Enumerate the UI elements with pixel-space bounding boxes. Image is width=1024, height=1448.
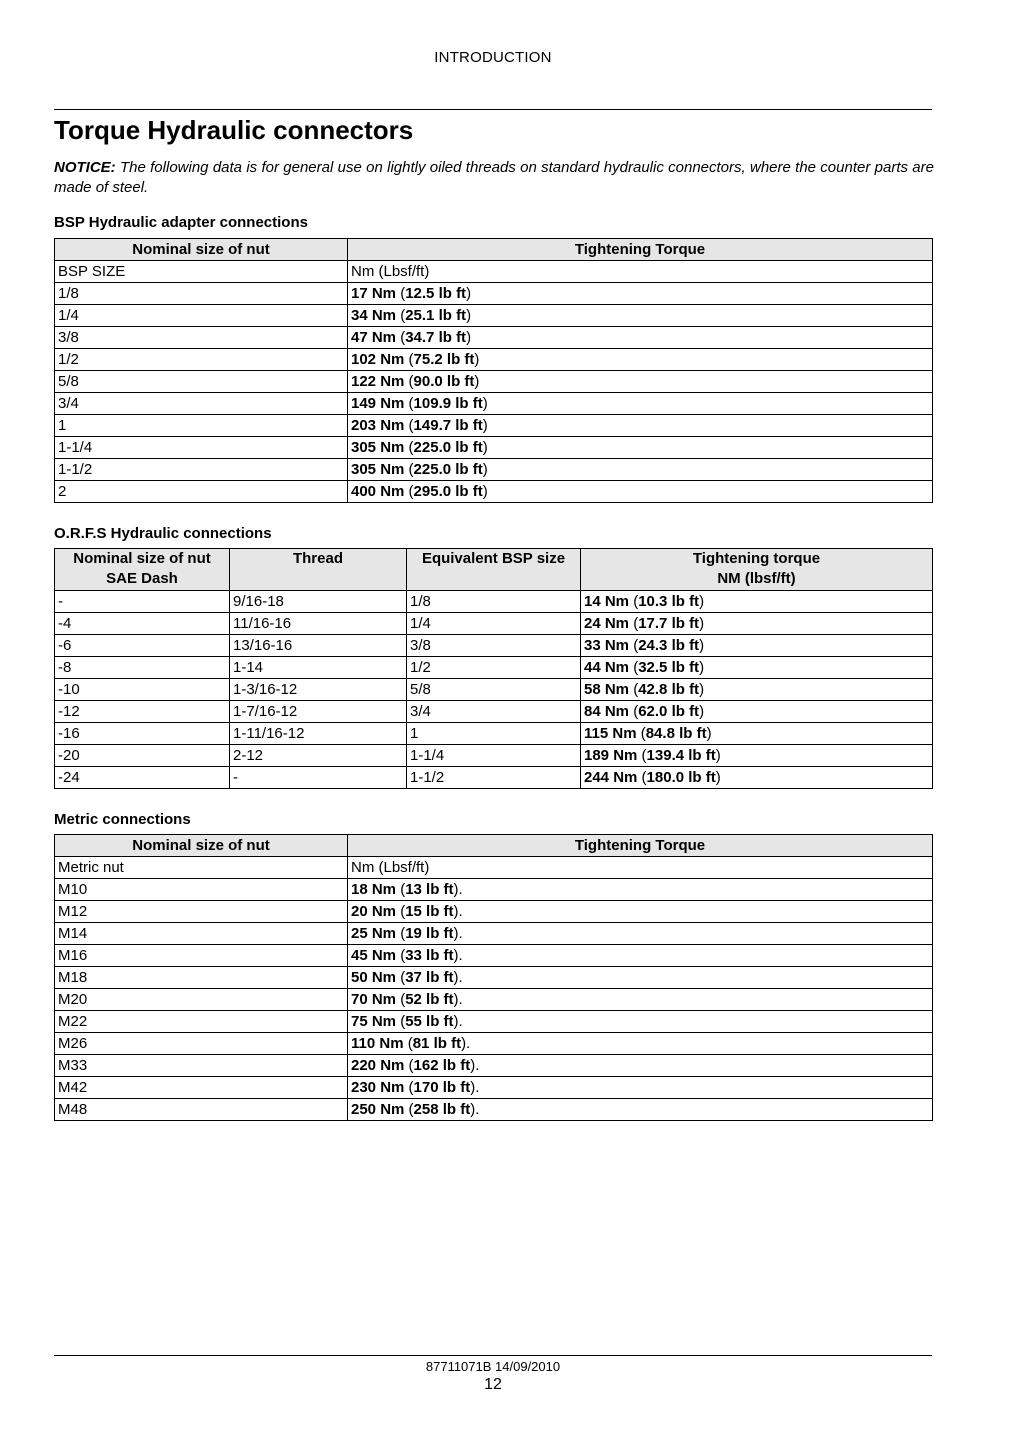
nut-size-cell: M12 [55,901,348,923]
torque-lbft: 10.3 lb ft [638,592,700,610]
bsp-size-cell: 1-1/2 [407,767,581,789]
nut-size-cell: M48 [55,1099,348,1121]
torque-lbft: 81 lb ft [412,1034,462,1052]
nut-size-cell: M14 [55,923,348,945]
nut-size-cell: 3/8 [55,327,348,349]
table-row [55,415,933,437]
torque-nm: 244 Nm [584,768,638,786]
torque-cell: 220 Nm (162 lb ft). [348,1055,933,1077]
torque-cell: 58 Nm (42.8 lb ft) [581,679,933,701]
torque-units: Nm (Lbsf/ft) [351,262,430,280]
notice [54,158,934,198]
torque-lbft: 55 lb ft [405,1012,454,1030]
orfs-col-torque-line1: Tightening torque [692,550,821,567]
torque-lbft: 12.5 lb ft [405,284,467,302]
torque-nm: 44 Nm [584,658,630,676]
table-row [55,437,933,459]
torque-nm: 33 Nm [584,636,630,654]
table-row [55,613,933,635]
bsp-col-size: Nominal size of nut [55,239,348,261]
nut-size-cell: 1/4 [55,305,348,327]
table-row [55,481,933,503]
torque-cell: 25 Nm (19 lb ft). [348,923,933,945]
metric-table [54,834,933,1121]
torque-lbft: 109.9 lb ft [413,394,483,412]
metric-table-body [55,857,933,1121]
torque-lbft: 84.8 lb ft [645,724,707,742]
table-row [55,767,933,789]
table-row [55,305,933,327]
torque-nm: 102 Nm [351,350,405,368]
torque-cell: 102 Nm (75.2 lb ft) [348,349,933,371]
torque-cell: 400 Nm (295.0 lb ft) [348,481,933,503]
torque-cell: 33 Nm (24.3 lb ft) [581,635,933,657]
thread-cell: 9/16-18 [230,591,407,613]
torque-lbft: 42.8 lb ft [638,680,700,698]
torque-nm: 230 Nm [351,1078,405,1096]
running-header: INTRODUCTION [434,49,552,66]
torque-lbft: 170 lb ft [413,1078,471,1096]
torque-lbft: 19 lb ft [405,924,454,942]
torque-cell: 20 Nm (15 lb ft). [348,901,933,923]
metric-col-size: Nominal size of nut [55,835,348,857]
torque-lbft: 225.0 lb ft [413,460,483,478]
table-row [55,459,933,481]
table-row [55,657,933,679]
torque-lbft: 33 lb ft [405,946,454,964]
metric-header-row [55,835,933,857]
torque-lbft: 149.7 lb ft [413,416,483,434]
thread-cell: 1-11/16-12 [230,723,407,745]
sae-dash-cell: -10 [55,679,230,701]
sae-dash-cell: -24 [55,767,230,789]
table-row [55,1033,933,1055]
torque-cell: 115 Nm (84.8 lb ft) [581,723,933,745]
nut-size-cell: 1 [55,415,348,437]
torque-cell: 122 Nm (90.0 lb ft) [348,371,933,393]
table-row [55,879,933,901]
nut-size-cell: BSP SIZE [55,261,348,283]
torque-cell: 305 Nm (225.0 lb ft) [348,459,933,481]
torque-lbft: 52 lb ft [405,990,454,1008]
notice-text: The following data is for general use on lightly oiled threads on standard hydraulic connectors, where the counter parts are made of steel. [54,159,934,196]
torque-nm: 58 Nm [584,680,630,698]
table-row [55,1077,933,1099]
torque-nm: 17 Nm [351,284,397,302]
torque-nm: 220 Nm [351,1056,405,1074]
nut-size-cell: Metric nut [55,857,348,879]
top-rule [54,109,932,110]
bottom-rule [54,1355,932,1356]
thread-cell: 2-12 [230,745,407,767]
thread-cell: - [230,767,407,789]
table-row [55,393,933,415]
nut-size-cell: M18 [55,967,348,989]
table-row [55,591,933,613]
torque-cell [348,857,933,879]
nut-size-cell: 2 [55,481,348,503]
torque-lbft: 295.0 lb ft [413,482,483,500]
torque-nm: 24 Nm [584,614,630,632]
sae-dash-cell: -16 [55,723,230,745]
table-row [55,745,933,767]
bsp-col-torque: Tightening Torque [348,239,933,261]
torque-nm: 149 Nm [351,394,405,412]
torque-nm: 203 Nm [351,416,405,434]
torque-cell: 34 Nm (25.1 lb ft) [348,305,933,327]
table-row [55,989,933,1011]
nut-size-cell: M16 [55,945,348,967]
torque-cell: 70 Nm (52 lb ft). [348,989,933,1011]
orfs-col-size-line1: Nominal size of nut [73,550,211,567]
table-row [55,945,933,967]
torque-nm: 25 Nm [351,924,397,942]
table-row [55,327,933,349]
bsp-size-cell: 1 [407,723,581,745]
bsp-size-cell: 5/8 [407,679,581,701]
torque-nm: 110 Nm [351,1034,404,1052]
torque-nm: 70 Nm [351,990,397,1008]
bsp-size-cell: 1/2 [407,657,581,679]
torque-cell: 189 Nm (139.4 lb ft) [581,745,933,767]
nut-size-cell: 3/4 [55,393,348,415]
nut-size-cell: 1/2 [55,349,348,371]
torque-cell: 230 Nm (170 lb ft). [348,1077,933,1099]
torque-lbft: 75.2 lb ft [413,350,475,368]
page-title: Torque Hydraulic connectors [54,115,414,145]
torque-nm: 45 Nm [351,946,397,964]
torque-lbft: 32.5 lb ft [638,658,700,676]
torque-nm: 34 Nm [351,306,397,324]
bsp-heading: BSP Hydraulic adapter connections [54,214,308,231]
table-row [55,1055,933,1077]
torque-cell: 110 Nm (81 lb ft). [348,1033,933,1055]
torque-cell: 47 Nm (34.7 lb ft) [348,327,933,349]
torque-cell: 203 Nm (149.7 lb ft) [348,415,933,437]
thread-cell: 11/16-16 [230,613,407,635]
table-row [55,701,933,723]
table-row [55,901,933,923]
torque-cell: 149 Nm (109.9 lb ft) [348,393,933,415]
table-row [55,857,933,879]
orfs-col-torque [581,549,933,591]
torque-cell: 44 Nm (32.5 lb ft) [581,657,933,679]
table-row [55,283,933,305]
table-row [55,261,933,283]
thread-cell: 13/16-16 [230,635,407,657]
bsp-size-cell: 1-1/4 [407,745,581,767]
notice-label: NOTICE: [54,159,116,176]
bsp-size-cell: 3/8 [407,635,581,657]
nut-size-cell: M22 [55,1011,348,1033]
orfs-col-torque-line2: NM (lbsf/ft) [717,570,796,587]
torque-lbft: 162 lb ft [413,1056,471,1074]
table-row [55,967,933,989]
torque-cell: 250 Nm (258 lb ft). [348,1099,933,1121]
orfs-col-bsp: Equivalent BSP size [407,549,581,591]
torque-nm: 47 Nm [351,328,397,346]
document-code: 87711071B 14/09/2010 [425,1359,561,1374]
orfs-col-size [55,549,230,591]
sae-dash-cell: -6 [55,635,230,657]
torque-lbft: 34.7 lb ft [405,328,467,346]
metric-heading: Metric connections [54,811,191,828]
torque-cell: 24 Nm (17.7 lb ft) [581,613,933,635]
orfs-header-row [55,549,933,591]
torque-lbft: 90.0 lb ft [413,372,475,390]
nut-size-cell: M42 [55,1077,348,1099]
table-row [55,1099,933,1121]
nut-size-cell: 5/8 [55,371,348,393]
nut-size-cell: M33 [55,1055,348,1077]
torque-lbft: 13 lb ft [405,880,454,898]
torque-lbft: 180.0 lb ft [646,768,716,786]
torque-nm: 189 Nm [584,746,638,764]
thread-cell: 1-7/16-12 [230,701,407,723]
torque-nm: 50 Nm [351,968,397,986]
torque-lbft: 15 lb ft [405,902,454,920]
metric-col-torque: Tightening Torque [348,835,933,857]
table-row [55,723,933,745]
torque-nm: 115 Nm [584,724,637,742]
orfs-col-size-line2: SAE Dash [106,570,178,587]
torque-lbft: 62.0 lb ft [638,702,700,720]
torque-cell [348,261,933,283]
bsp-size-cell: 1/8 [407,591,581,613]
torque-cell: 50 Nm (37 lb ft). [348,967,933,989]
torque-nm: 400 Nm [351,482,405,500]
nut-size-cell: 1-1/2 [55,459,348,481]
torque-lbft: 24.3 lb ft [638,636,700,654]
nut-size-cell: M10 [55,879,348,901]
bsp-header-row [55,239,933,261]
orfs-table-body [55,591,933,789]
nut-size-cell: M26 [55,1033,348,1055]
thread-cell: 1-3/16-12 [230,679,407,701]
torque-cell: 17 Nm (12.5 lb ft) [348,283,933,305]
sae-dash-cell: - [55,591,230,613]
table-row [55,371,933,393]
torque-lbft: 225.0 lb ft [413,438,483,456]
page-number: 12 [484,1376,502,1393]
torque-cell: 305 Nm (225.0 lb ft) [348,437,933,459]
torque-nm: 14 Nm [584,592,630,610]
torque-cell: 18 Nm (13 lb ft). [348,879,933,901]
sae-dash-cell: -8 [55,657,230,679]
torque-nm: 250 Nm [351,1100,405,1118]
table-row [55,1011,933,1033]
torque-nm: 84 Nm [584,702,630,720]
bsp-table-body [55,261,933,503]
bsp-size-cell: 1/4 [407,613,581,635]
torque-cell: 84 Nm (62.0 lb ft) [581,701,933,723]
torque-cell: 244 Nm (180.0 lb ft) [581,767,933,789]
torque-nm: 305 Nm [351,438,405,456]
torque-nm: 20 Nm [351,902,397,920]
torque-units: Nm (Lbsf/ft) [351,858,430,876]
nut-size-cell: 1/8 [55,283,348,305]
torque-lbft: 25.1 lb ft [405,306,467,324]
sae-dash-cell: -4 [55,613,230,635]
torque-lbft: 37 lb ft [405,968,454,986]
nut-size-cell: 1-1/4 [55,437,348,459]
torque-cell: 75 Nm (55 lb ft). [348,1011,933,1033]
torque-lbft: 258 lb ft [413,1100,471,1118]
sae-dash-cell: -12 [55,701,230,723]
thread-cell: 1-14 [230,657,407,679]
bsp-table [54,238,933,503]
torque-nm: 18 Nm [351,880,397,898]
table-row [55,679,933,701]
orfs-heading: O.R.F.S Hydraulic connections [54,525,272,542]
torque-nm: 122 Nm [351,372,405,390]
torque-cell: 14 Nm (10.3 lb ft) [581,591,933,613]
torque-lbft: 139.4 lb ft [646,746,716,764]
orfs-col-thread: Thread [230,549,407,591]
table-row [55,923,933,945]
torque-nm: 305 Nm [351,460,405,478]
bsp-size-cell: 3/4 [407,701,581,723]
nut-size-cell: M20 [55,989,348,1011]
orfs-table [54,548,933,789]
sae-dash-cell: -20 [55,745,230,767]
table-row [55,349,933,371]
torque-lbft: 17.7 lb ft [638,614,700,632]
torque-nm: 75 Nm [351,1012,397,1030]
torque-cell: 45 Nm (33 lb ft). [348,945,933,967]
table-row [55,635,933,657]
